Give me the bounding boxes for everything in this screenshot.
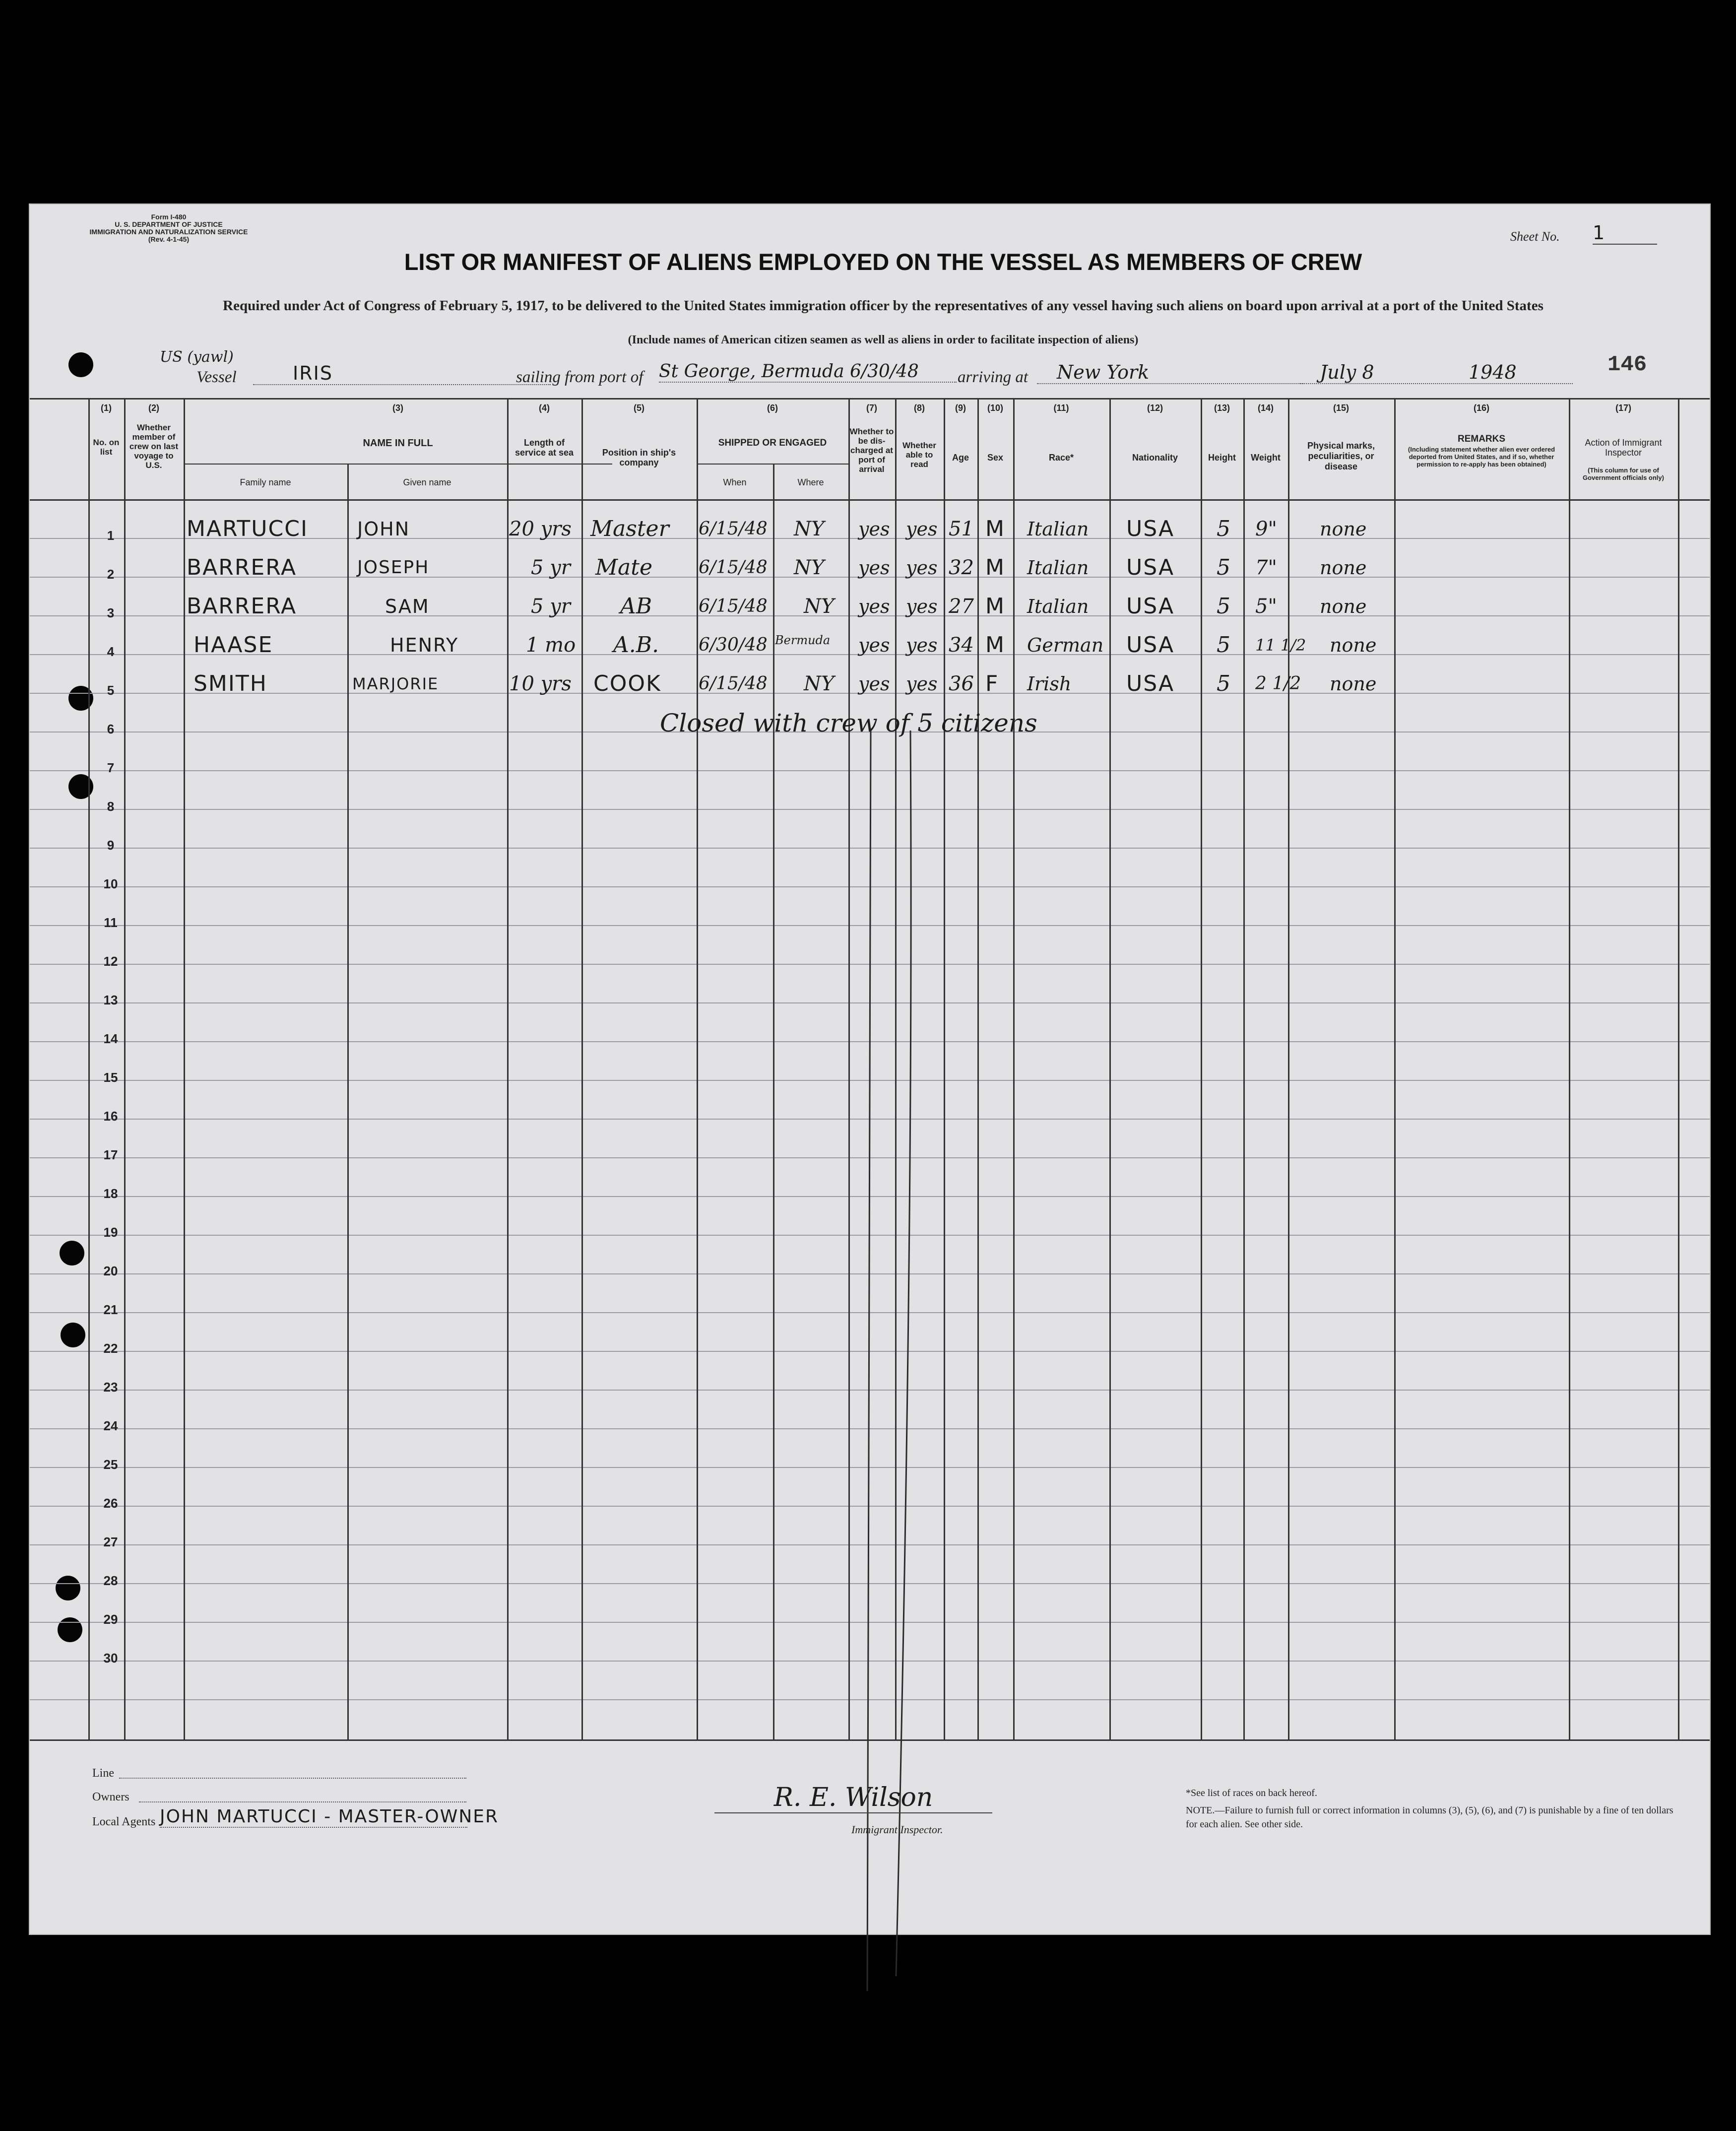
column-header-service: Length of service at sea	[514, 438, 574, 458]
nationality-cell: USA	[1126, 594, 1175, 619]
vessel-label: Vessel	[196, 368, 237, 386]
column-number: (12)	[1147, 403, 1163, 413]
column-header-action: Action of Immigrant Inspector	[1585, 438, 1662, 458]
page-title: LIST OR MANIFEST OF ALIENS EMPLOYED ON THE VESSEL AS MEMBERS OF CREW	[404, 249, 1362, 275]
owners-field	[139, 1801, 466, 1802]
owners-label: Owners	[92, 1791, 129, 1803]
weight-cell: 5"	[1255, 595, 1277, 618]
subheader-given-name: Given name	[403, 477, 451, 487]
discharged-cell: yes	[858, 557, 890, 579]
row-number: 12	[103, 954, 118, 969]
row-number: 6	[107, 722, 115, 736]
race-cell: German	[1027, 634, 1104, 656]
column-number: (14)	[1257, 403, 1274, 413]
form-subtitle: Required under Act of Congress of February 5, 1917, to be delivered to the United States immigration officer by the representatives of any vessel having such aliens on board upon arrival at a port of the United States	[223, 298, 1543, 314]
column-header-physical-marks: Physical marks, peculiarities, or disease	[1307, 441, 1375, 471]
where-cell: Bermuda	[775, 633, 831, 647]
when-cell: 6/15/48	[699, 596, 768, 616]
given-name-cell: SAM	[385, 596, 430, 617]
discharged-cell: yes	[858, 596, 890, 617]
row-number: 1	[107, 528, 115, 543]
race-cell: Italian	[1027, 596, 1089, 617]
row-number: 25	[103, 1457, 118, 1472]
weight-cell: 11 1/2	[1255, 636, 1306, 655]
given-name-cell: JOHN	[357, 518, 410, 540]
age-cell: 51	[949, 518, 974, 540]
department-name: U. S. DEPARTMENT OF JUSTICE	[115, 220, 223, 228]
row-number: 19	[103, 1225, 118, 1240]
subheader-family-name: Family name	[240, 477, 291, 487]
column-number: (13)	[1214, 403, 1230, 413]
row-number: 28	[103, 1573, 118, 1588]
when-cell: 6/15/48	[699, 557, 768, 578]
given-name-cell: HENRY	[390, 634, 459, 656]
read-cell: yes	[906, 596, 938, 617]
sheet-label: Sheet No.	[1510, 229, 1560, 244]
nationality-cell: USA	[1126, 516, 1175, 541]
family-name-cell: BARRERA	[187, 594, 297, 619]
row-number: 15	[103, 1070, 118, 1085]
line-field	[119, 1778, 466, 1779]
weight-cell: 9"	[1255, 518, 1277, 540]
when-cell: 6/30/48	[699, 635, 768, 655]
column-number: (15)	[1333, 403, 1349, 413]
race-footnote: *See list of races on back hereof.	[1186, 1788, 1317, 1798]
column-number: (4)	[539, 403, 550, 413]
column-number: (7)	[866, 403, 877, 413]
shipped-subheader-rule	[697, 464, 848, 465]
column-number: (3)	[392, 403, 403, 413]
age-cell: 27	[949, 595, 974, 618]
page-stamp: 146	[1607, 352, 1647, 377]
physical-marks-cell: none	[1320, 518, 1367, 540]
manifest-sheet	[29, 203, 1711, 1935]
form-revision: (Rev. 4-1-45)	[148, 235, 190, 243]
column-number: (17)	[1615, 403, 1631, 413]
race-cell: Italian	[1027, 557, 1089, 579]
position-cell: A.B.	[613, 632, 659, 658]
position-cell: COOK	[593, 671, 661, 696]
port-of-departure: St George, Bermuda 6/30/48	[659, 361, 957, 383]
column-number: (2)	[148, 403, 159, 413]
physical-marks-cell: none	[1330, 673, 1377, 695]
subheader-when: When	[723, 477, 747, 487]
family-name-cell: MARTUCCI	[187, 516, 308, 541]
column-header-nationality: Nationality	[1132, 453, 1178, 463]
table-row	[30, 669, 1710, 699]
row-number: 9	[107, 838, 115, 853]
column-header-discharged: Whether to be dis-charged at port of arrival	[849, 427, 894, 474]
read-cell: yes	[906, 634, 938, 656]
row-number: 7	[107, 760, 115, 775]
row-number: 29	[103, 1612, 118, 1627]
when-cell: 6/15/48	[699, 519, 768, 539]
column-number: (6)	[767, 403, 778, 413]
row-number: 3	[107, 605, 115, 620]
row-number: 16	[103, 1109, 118, 1124]
form-number: Form I-480	[151, 213, 187, 221]
row-number: 17	[103, 1147, 118, 1162]
row-number: 21	[103, 1302, 118, 1317]
row-number: 11	[104, 915, 118, 930]
physical-marks-cell: none	[1320, 557, 1367, 579]
note-text: Failure to furnish full or correct information in columns (3), (5), (6), and (7) is punishable by a fine of ten dollars for each alien. See other side.	[1186, 1805, 1673, 1830]
age-cell: 34	[949, 634, 974, 657]
row-number: 2	[107, 567, 115, 582]
where-cell: NY	[804, 595, 835, 618]
penalty-note: NOTE.—Failure to furnish full or correct information in columns (3), (5), (6), and (7) is punishable by a fine of ten dollars for each alien. See other side.	[1186, 1805, 1673, 1830]
service-cell: 5 yr	[531, 556, 571, 579]
position-cell: Master	[590, 516, 669, 541]
nationality-cell: USA	[1126, 632, 1175, 658]
family-name-cell: HAASE	[193, 632, 273, 658]
column-header-prior-voyage: Whether member of crew on last voyage to U.S.	[129, 423, 179, 470]
height-cell: 5	[1217, 594, 1230, 619]
sex-cell: M	[985, 555, 1005, 580]
service-cell: 5 yr	[531, 595, 571, 618]
given-name-cell: MARJORIE	[352, 674, 439, 693]
row-number: 4	[107, 644, 115, 659]
height-cell: 5	[1217, 632, 1230, 658]
column-header-no: No. on list	[93, 438, 120, 457]
row-number: 13	[103, 993, 118, 1007]
height-cell: 5	[1217, 555, 1230, 580]
row-number: 24	[103, 1418, 118, 1433]
where-cell: NY	[804, 672, 835, 695]
column-number: (10)	[987, 403, 1003, 413]
note-label: NOTE.	[1186, 1805, 1215, 1816]
form-identification	[79, 213, 258, 243]
form-instruction: (Include names of American citizen seamen as well as aliens in order to facilitate inspection of aliens)	[628, 333, 1139, 346]
race-cell: Italian	[1027, 518, 1089, 540]
inspector-label: Immigrant Inspector.	[851, 1823, 943, 1836]
height-cell: 5	[1217, 671, 1230, 696]
column-number: (5)	[634, 403, 644, 413]
row-number: 5	[107, 683, 115, 698]
column-header-name: NAME IN FULL	[363, 438, 433, 449]
local-agents-value: JOHN MARTUCCI - MASTER-OWNER	[160, 1806, 499, 1827]
sex-cell: M	[985, 632, 1005, 658]
arrival-date: July 8	[1300, 361, 1483, 384]
discharged-cell: yes	[858, 634, 890, 656]
read-cell: yes	[906, 673, 938, 695]
table-row	[30, 514, 1710, 544]
row-number: 26	[103, 1496, 118, 1511]
family-name-cell: BARRERA	[187, 555, 297, 580]
row-number: 30	[103, 1651, 118, 1665]
column-header-sex: Sex	[987, 453, 1004, 463]
punch-hole	[68, 352, 93, 377]
nationality-cell: USA	[1126, 671, 1175, 696]
column-header-remarks: REMARKS	[1457, 434, 1506, 444]
table-row	[30, 630, 1710, 660]
vessel-name: IRIS	[253, 362, 551, 385]
row-number: 10	[103, 876, 118, 891]
column-header-race: Race*	[1048, 453, 1074, 463]
nationality-cell: USA	[1126, 555, 1175, 580]
column-header-read: Whether able to read	[902, 441, 936, 469]
ditto-strokes	[848, 721, 948, 2011]
subheader-where: Where	[797, 477, 824, 487]
age-cell: 36	[949, 672, 974, 695]
sex-cell: M	[985, 516, 1005, 541]
row-number: 18	[103, 1186, 118, 1201]
physical-marks-cell: none	[1330, 634, 1377, 656]
column-number: (9)	[955, 403, 966, 413]
row-number: 8	[107, 799, 115, 814]
sex-cell: M	[985, 594, 1005, 619]
service-cell: 20 yrs	[509, 518, 572, 540]
column-header-weight: Weight	[1251, 453, 1281, 463]
weight-cell: 2 1/2	[1255, 673, 1301, 694]
table-row	[30, 592, 1710, 621]
discharged-cell: yes	[858, 518, 890, 540]
row-number: 23	[103, 1380, 118, 1395]
where-cell: NY	[794, 518, 825, 540]
column-header-position: Position in ship's company	[602, 448, 676, 467]
line-label: Line	[92, 1767, 114, 1780]
sheet-number: 1	[1593, 222, 1657, 245]
inspector-signature: R. E. Wilson	[714, 1783, 992, 1813]
arrival-year: 1948	[1469, 361, 1573, 384]
arriving-label: arriving at	[958, 368, 1029, 386]
row-number: 14	[103, 1031, 118, 1046]
age-cell: 32	[949, 556, 974, 579]
action-note: (This column for use of Government officials only)	[1583, 466, 1664, 481]
closing-note: Closed with crew of 5 citizens	[660, 709, 1037, 737]
row-number: 27	[103, 1534, 118, 1549]
given-name-cell: JOSEPH	[357, 557, 430, 578]
row-number: 20	[103, 1264, 118, 1278]
header-bottom-rule	[30, 499, 1710, 501]
family-name-cell: SMITH	[193, 671, 267, 696]
sailing-label: sailing from port of	[516, 368, 643, 386]
table-top-rule	[30, 398, 1710, 400]
remarks-note: (Including statement whether alien ever ordered deported from United States, and if so, whether permission to re-apply has been obtained)	[1408, 446, 1555, 468]
local-agents-label: Local Agents	[92, 1815, 156, 1828]
sex-cell: F	[985, 671, 999, 696]
discharged-cell: yes	[858, 673, 890, 695]
name-subheader-rule	[184, 464, 612, 465]
position-cell: Mate	[595, 555, 653, 580]
service-cell: 1 mo	[526, 634, 576, 657]
column-number: (16)	[1473, 403, 1489, 413]
vessel-type: US (yawl)	[160, 348, 234, 366]
column-number: (8)	[914, 403, 925, 413]
weight-cell: 7"	[1255, 556, 1277, 579]
column-number: (1)	[101, 403, 112, 413]
service-cell: 10 yrs	[509, 672, 572, 695]
service-name: IMMIGRATION AND NATURALIZATION SERVICE	[89, 228, 248, 236]
read-cell: yes	[906, 557, 938, 579]
race-cell: Irish	[1027, 673, 1072, 695]
height-cell: 5	[1217, 516, 1230, 541]
column-header-age: Age	[952, 453, 969, 463]
port-of-arrival: New York	[1037, 361, 1305, 384]
read-cell: yes	[906, 518, 938, 540]
column-header-height: Height	[1208, 453, 1236, 463]
where-cell: NY	[794, 556, 825, 579]
column-number: (11)	[1053, 403, 1069, 413]
physical-marks-cell: none	[1320, 596, 1367, 617]
when-cell: 6/15/48	[699, 673, 768, 694]
column-header-shipped: SHIPPED OR ENGAGED	[718, 438, 827, 448]
row-number: 22	[103, 1341, 118, 1356]
position-cell: AB	[620, 594, 652, 619]
table-row	[30, 553, 1710, 583]
